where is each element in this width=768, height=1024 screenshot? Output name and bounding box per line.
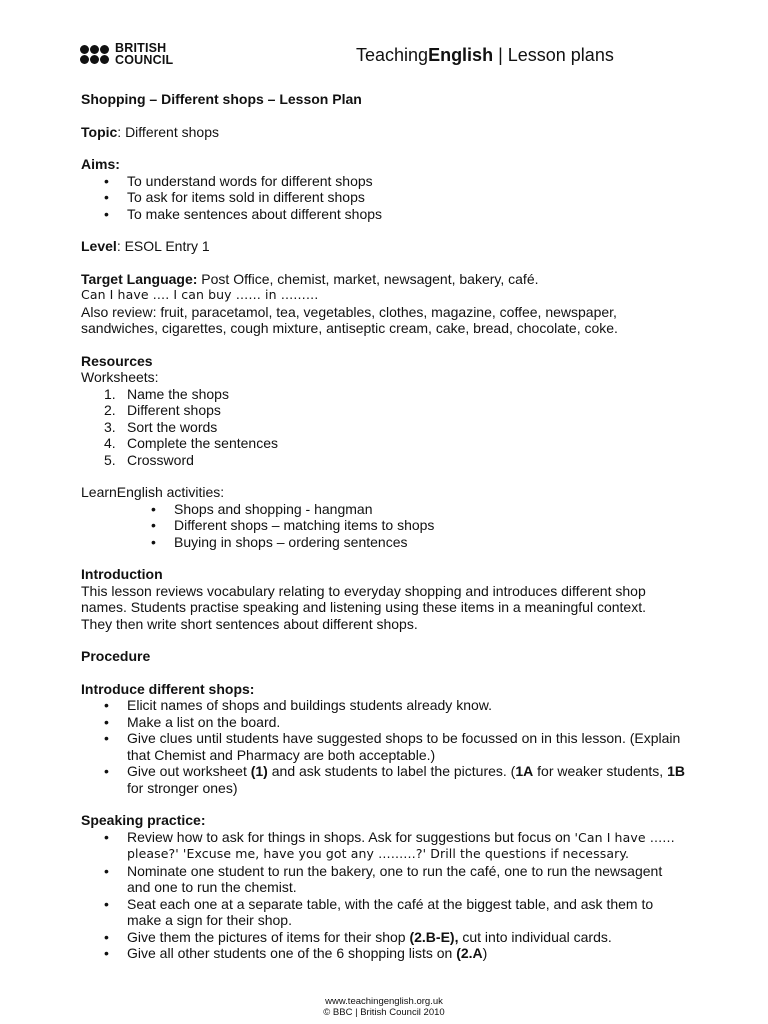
introduction-line: They then write short sentences about different shops. [81, 615, 418, 632]
list-item: • To ask for items sold in different shops [127, 189, 721, 206]
list-item: • To make sentences about different shops [127, 206, 721, 223]
level-line: Level: ESOL Entry 1 [81, 238, 210, 254]
list-item: • Review how to ask for things in shops. Ask for suggestions but focus on 'Can I have …… please?' 'Excuse me, have you got any ………?' Drill the questions if necessary. [127, 829, 721, 863]
topic-line: Topic: Different shops [81, 123, 219, 140]
footer-copyright: © BBC | British Council 2010 [323, 1007, 445, 1018]
document-title: Shopping – Different shops – Lesson Plan [81, 91, 362, 107]
list-item: • Seat each one at a separate table, with the café at the biggest table, and ask them to make a sign for their shop. [127, 896, 721, 929]
list-item: 1. Name the shops [104, 385, 229, 402]
aims-heading: Aims: [81, 156, 120, 172]
procedure-heading: Procedure [81, 648, 151, 664]
review-line: Also review: fruit, paracetamol, tea, vegetables, clothes, magazine, coffee, newspaper, [81, 303, 617, 320]
review-line: sandwiches, cigarettes, cough mixture, antiseptic cream, cake, bread, chocolate, coke. [81, 320, 618, 336]
introduction-heading: Introduction [81, 566, 163, 582]
introduce-shops-heading: Introduce different shops: [81, 680, 255, 697]
list-item: 4. Complete the sentences [104, 435, 278, 451]
british-council-logo [80, 42, 173, 66]
speaking-practice-heading: Speaking practice: [81, 812, 206, 828]
introduction-line: names. Students practise speaking and listening using these items in a meaningful context. [81, 599, 646, 615]
worksheets-label: Worksheets: [81, 369, 159, 385]
list-item: • To understand words for different shops [127, 173, 721, 190]
list-item: • Nominate one student to run the bakery, one to run the café, one to run the newsagent and one to run the chemist. [127, 863, 721, 896]
aims-list [81, 173, 721, 223]
logo-text: BRITISH COUNCIL [115, 41, 174, 67]
list-item: • Give clues until students have suggested shops to be focussed on in this lesson. (Explain that Chemist and Pharmacy are both acceptable.) [127, 730, 721, 763]
learnenglish-label: LearnEnglish activities: [81, 484, 225, 500]
resources-heading: Resources [81, 352, 153, 369]
list-item: • Shops and shopping - hangman [174, 501, 721, 518]
list-item: • Give out worksheet (1) and ask students to label the pictures. (1A for weaker students, 1B for stronger ones) [127, 763, 721, 796]
footer-url: www.teachingenglish.org.uk [325, 996, 443, 1007]
list-item: • Make a list on the board. [127, 714, 721, 731]
logo-dots-icon [80, 45, 109, 64]
activities-list [81, 501, 721, 551]
page-header [80, 42, 620, 74]
list-item: • Give them the pictures of items for their shop (2.B-E), cut into individual cards. [127, 929, 721, 946]
site-title: TeachingEnglish | Lesson plans [356, 45, 614, 65]
introduce-list [81, 697, 721, 796]
target-phrase: Can I have …. I can buy …… in ……… [81, 287, 319, 302]
introduction-line: This lesson reviews vocabulary relating to everyday shopping and introduces different shop [81, 582, 646, 599]
page-footer [0, 996, 768, 1018]
list-item: • Give all other students one of the 6 shopping lists on (2.A) [127, 945, 721, 962]
list-item: 5. Crossword [104, 451, 194, 468]
worksheets-list [81, 386, 721, 469]
target-language-line: Target Language: Post Office, chemist, market, newsagent, bakery, café. [81, 270, 539, 287]
list-item: • Different shops – matching items to shops [174, 517, 721, 534]
list-item: 2. Different shops [104, 402, 221, 418]
speaking-list [81, 829, 721, 962]
list-item: • Elicit names of shops and buildings students already know. [127, 697, 721, 714]
list-item: 3. Sort the words [104, 418, 218, 435]
list-item: • Buying in shops – ordering sentences [174, 534, 721, 551]
lesson-plan-body [81, 91, 721, 962]
